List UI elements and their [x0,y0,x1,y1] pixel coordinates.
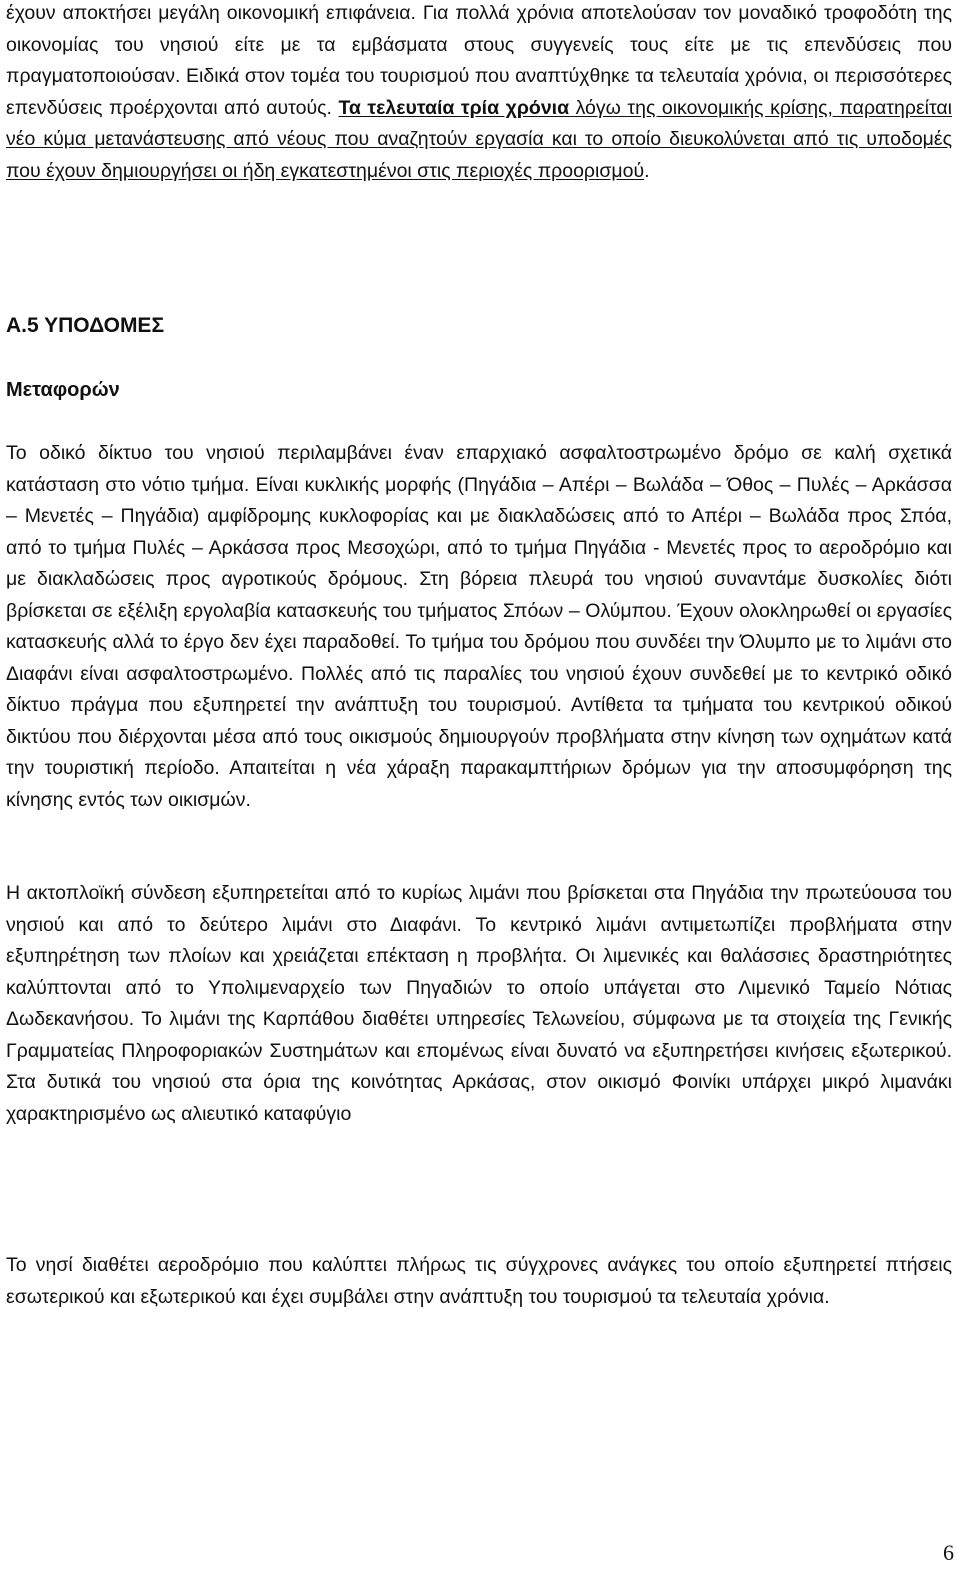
last-three-years-bold: Τα τελευταία τρία χρόνια [338,96,570,119]
page-number: 6 [943,1540,954,1565]
migration-text: λόγω της οικονομικής κρίσης, παρατηρείται νέο κύμα μετανάστευσης από νέους που αναζητούν εργασία και το οποίο διευκολύνεται από τις υποδομές που έχουν δημιουργήσει οι ήδη εγκατεστημένοι στις περιοχές προορισμού [6,96,953,182]
ports-paragraph: Η ακτοπλοϊκή σύνδεση εξυπηρετείται από το κυρίως λιμάνι που βρίσκεται στα Πηγάδια την πρωτεύουσα του νησιού και από το δεύτερο λιμάνι στο Διαφάνι. Το κεντρικό λιμάνι αντιμετωπίζει προβλήματα στην εξυπηρέτηση των πλοίων και χρειάζεται επέκταση η προβλήτα. Οι λιμενικές και θαλάσσιες δραστηριότητες καλύπτονται από το Υπολιμεναρχείο των Πηγαδιών το οποίο υπάγεται στο Λιμενικό Ταμείο Νότιας Δωδεκανήσου. Το λιμάνι της Καρπάθου διαθέτει υπηρεσίες Τελωνείου, σύμφωνα με τα στοιχεία της Γενικής Γραμματείας Πληροφοριακών Συστημάτων και επομένως είναι δυνατό να εξυπηρετήσει κινήσεις εξωτερικού. Στα δυτικά του νησιού στα όρια της κοινότητας Αρκάσας, στον οικισμό Φοινίκι υπάρχει μικρό λιμανάκι χαρακτηρισμένο ως αλιευτικό καταφύγιο [6,882,952,1125]
intro-text: έχουν αποκτήσει μεγάλη οικονομική επιφάνεια. Για πολλά χρόνια αποτελούσαν τον μοναδικό τροφοδότη της οικονομίας του νησιού είτε με τα εμβάσματα στους συγγενείς τους είτε με τις επενδύσεις που πραγματοποιούσαν. Ειδικά στον τομέα του τουρισμού που αναπτύχθηκε τα τελευταία χρόνια, οι περισσότερες επενδύσεις προέρχονται από αυτούς. [6,2,952,119]
intro-paragraph [6,0,952,187]
airport-paragraph: Το νησί διαθέτει αεροδρόμιο που καλύπτει πλήρως τις σύγχρονες ανάγκες του οποίο εξυπηρετεί πτήσεις εσωτερικού και εξωτερικού και έχει συμβάλει στην ανάπτυξη του τουρισμού τα τελευταία χρόνια. [6,1254,952,1308]
roads-paragraph: Το οδικό δίκτυο του νησιού περιλαμβάνει έναν επαρχιακό ασφαλτοστρωμένο δρόμο σε καλή σχετικά κατάσταση στο νότιο τμήμα. Είναι κυκλικής μορφής (Πηγάδια – Απέρι – Βωλάδα – Όθος – Πυλές – Αρκάσσα – Μενετές – Πηγάδια) αμφίδρομης κυκλοφορίας και με διακλαδώσεις από το Απέρι – Βωλάδα προς Σπόα, από το τμήμα Πυλές – Αρκάσσα προς Μεσοχώρι, από το τμήμα Πηγάδια - Μενετές προς το αεροδρόμιο και με διακλαδώσεις προς αγροτικούς δρόμους. Στη βόρεια πλευρά του νησιού συναντάμε δυσκολίες διότι βρίσκεται σε εξέλιξη εργολαβία κατασκευής του τμήματος Σπόων – Ολύμπου. Έχουν ολοκληρωθεί οι εργασίες κατασκευής αλλά το έργο δεν έχει παραδοθεί. Το τμήμα του δρόμου που συνδέει την Όλυμπο με το λιμάνι στο Διαφάνι είναι ασφαλτοστρωμένο. Πολλές από τις παραλίες του νησιού έχουν συνδεθεί με το κεντρικό οδικό δίκτυο πράγμα που εξυπηρετεί την ανάπτυξη του τουρισμού. Αντίθετα τα τμήματα του κεντρικού οδικού δικτύου που διέρχονται μέσα από τους οικισμούς δημιουργούν προβλήματα στην κίνηση των οχημάτων κατά την τουριστική περίοδο. Απαιτείται η νέα χάραξη παρακαμπτήριων δρόμων για την αποσυμφόρηση της κίνησης εντός των οικισμών. [6,442,952,811]
section-subtitle: Μεταφορών [6,379,120,401]
intro-period: . [644,159,650,182]
section-title: Α.5 ΥΠΟΔΟΜΕΣ [6,314,165,337]
